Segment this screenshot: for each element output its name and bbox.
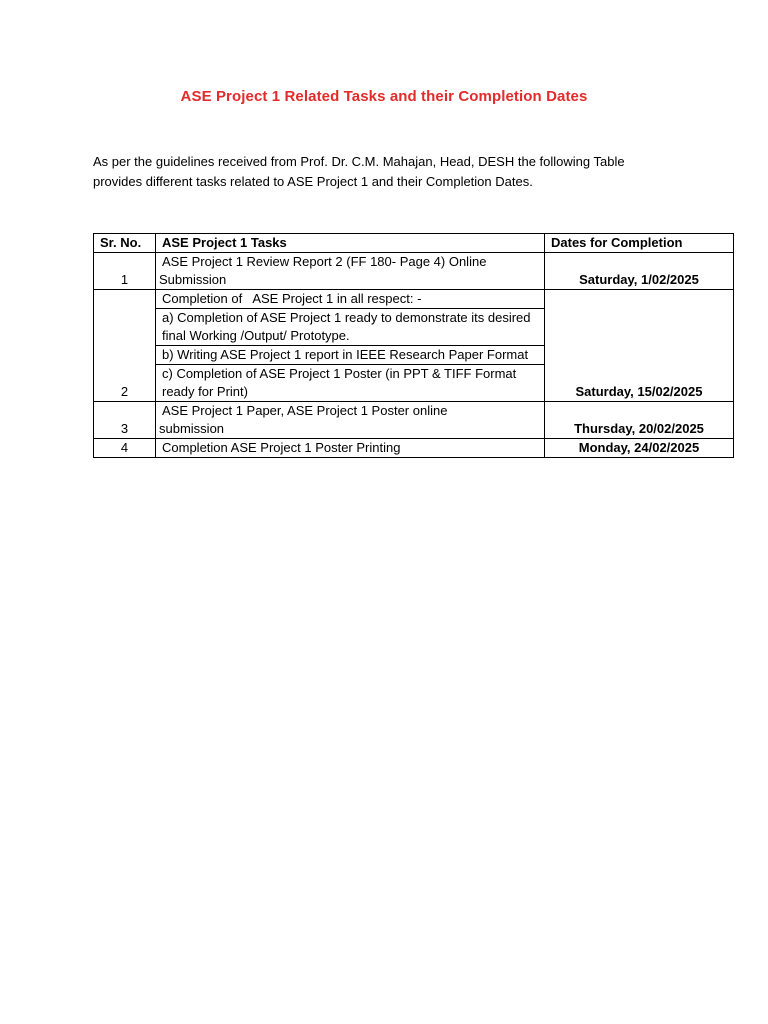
row-subtask: b) Writing ASE Project 1 report in IEEE Research Paper Format bbox=[156, 346, 545, 365]
tasks-table bbox=[93, 233, 734, 458]
intro-paragraph bbox=[93, 152, 713, 192]
table-row bbox=[94, 253, 734, 290]
intro-line: provides different tasks related to ASE Project 1 and their Completion Dates. bbox=[93, 174, 533, 189]
task-text: ASE Project 1 Review Report 2 (FF 180- Page 4) Online bbox=[162, 254, 487, 269]
intro-line: As per the guidelines received from Prof. Dr. C.M. Mahajan, Head, DESH the following Table bbox=[93, 154, 625, 169]
header-sr-no: Sr. No. bbox=[94, 234, 156, 253]
document-title: ASE Project 1 Related Tasks and their Completion Dates bbox=[180, 88, 588, 105]
row-subtask: a) Completion of ASE Project 1 ready to demonstrate its desired final Working /Output/ Prototype. bbox=[156, 309, 545, 346]
row-subtask: Completion of ASE Project 1 in all respect: - bbox=[156, 290, 545, 309]
row-date: Saturday, 15/02/2025 bbox=[545, 290, 734, 402]
table-row bbox=[94, 439, 734, 458]
table-row bbox=[94, 290, 734, 309]
header-dates: Dates for Completion bbox=[545, 234, 734, 253]
header-tasks: ASE Project 1 Tasks bbox=[156, 234, 545, 253]
row-date: Monday, 24/02/2025 bbox=[545, 439, 734, 458]
task-text: Submission bbox=[159, 272, 227, 287]
task-text: ASE Project 1 Paper, ASE Project 1 Poster online bbox=[162, 403, 448, 418]
row-sr-no: 1 bbox=[94, 253, 156, 290]
row-date: Saturday, 1/02/2025 bbox=[545, 253, 734, 290]
row-sr-no: 4 bbox=[94, 439, 156, 458]
row-task: Completion ASE Project 1 Poster Printing bbox=[156, 439, 545, 458]
row-date: Thursday, 20/02/2025 bbox=[545, 402, 734, 439]
row-task bbox=[156, 402, 545, 439]
row-subtask: c) Completion of ASE Project 1 Poster (in PPT & TIFF Format ready for Print) bbox=[156, 365, 545, 402]
row-task bbox=[156, 253, 545, 290]
row-sr-no: 3 bbox=[94, 402, 156, 439]
table-header-row bbox=[94, 234, 734, 253]
task-text: submission bbox=[159, 421, 225, 436]
table-row bbox=[94, 402, 734, 439]
row-sr-no: 2 bbox=[94, 290, 156, 402]
